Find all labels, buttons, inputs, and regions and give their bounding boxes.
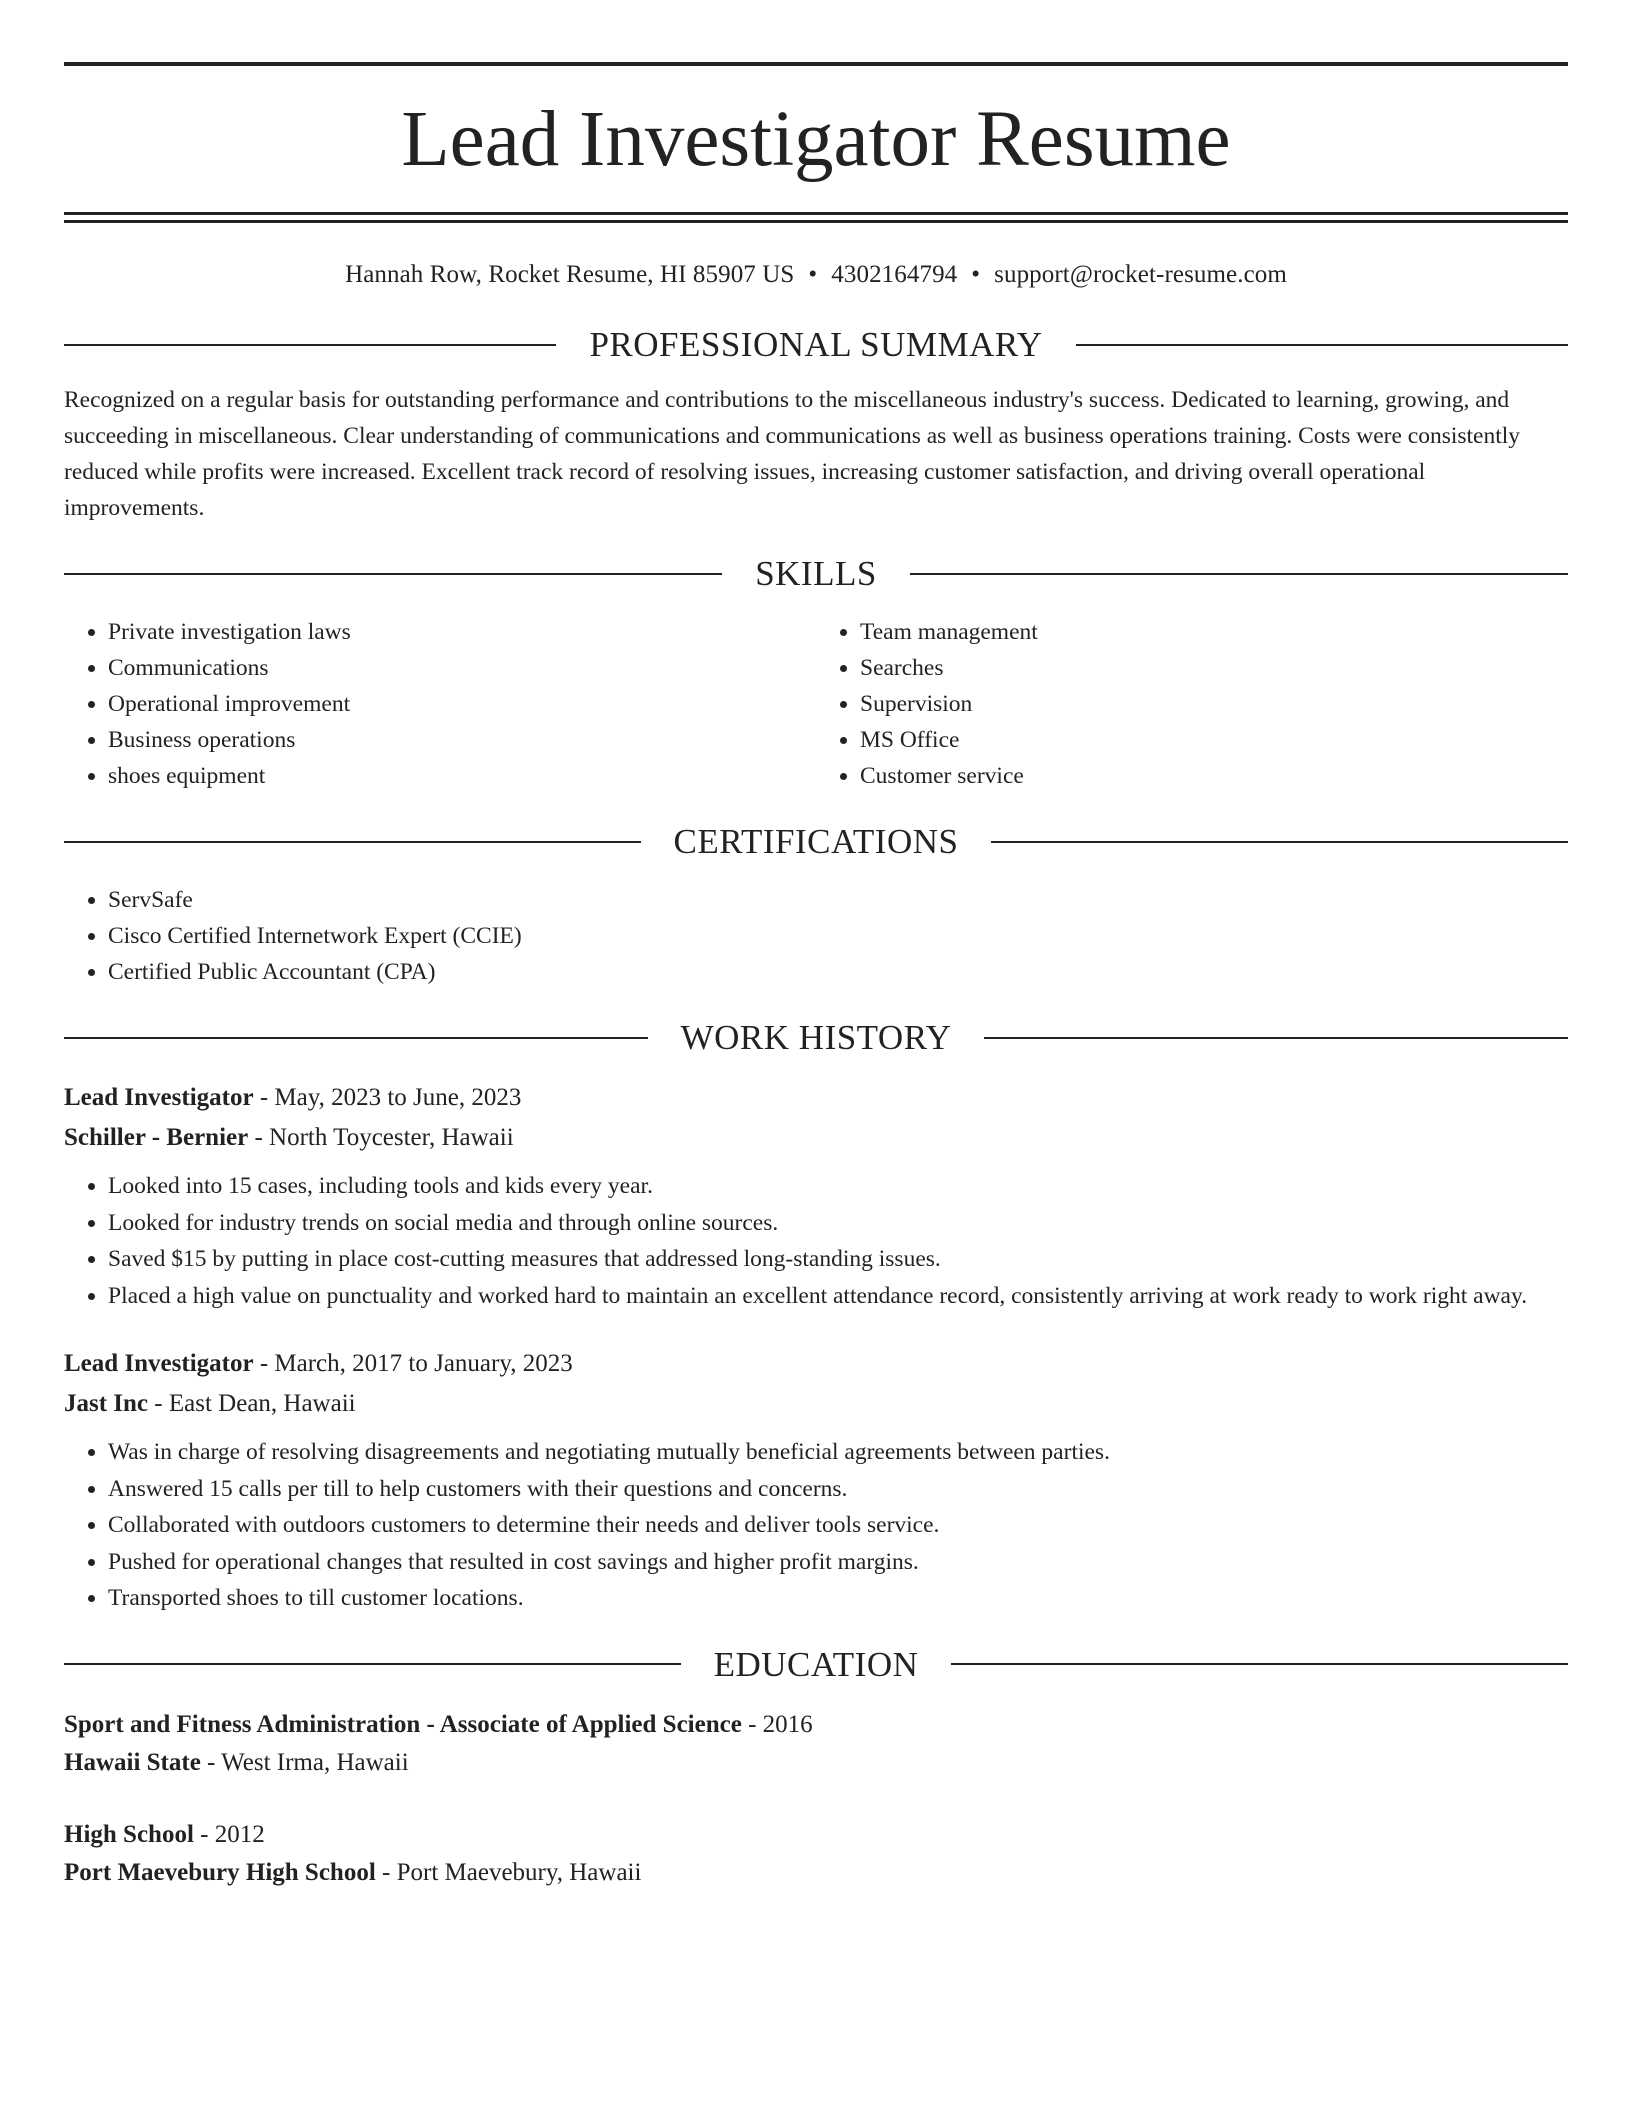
education-degree-line <box>64 1706 1568 1744</box>
job-bullets <box>64 1168 1568 1314</box>
education-location: - West Irma, Hawaii <box>200 1748 409 1776</box>
section-rule <box>64 1663 681 1665</box>
education-school: Hawaii State <box>64 1748 201 1776</box>
job-bullet: • Was in charge of resolving disagreements and negotiating mutually beneficial agreements between parties. <box>108 1434 1568 1471</box>
contact-phone: 4302164794 <box>831 261 958 288</box>
title-double-rule <box>64 212 1568 223</box>
certifications-list <box>64 882 1568 990</box>
skill-item: • shoes equipment <box>108 758 816 794</box>
summary-paragraph: Recognized on a regular basis for outstanding performance and contributions to the miscellaneous industry's success. Dedicated to learning, growing, and succeeding in miscellaneous. Clear understanding of communications and communications as well as business operations training. Costs were consistently reduced while profits were increased. Excellent track record of resolving issues, increasing customer satisfaction, and driving overall operational improvements. <box>64 387 1521 521</box>
skills-list-right <box>816 614 1568 794</box>
section-rule <box>64 573 722 575</box>
certification-item: • Certified Public Accountant (CPA) <box>108 954 1568 990</box>
job-title-line <box>64 1078 1568 1118</box>
section-rule <box>64 344 556 346</box>
section-title: EDUCATION <box>713 1644 919 1684</box>
skill-item: • Communications <box>108 650 816 686</box>
job-location: - North Toycester, Hawaii <box>248 1124 514 1151</box>
section-title: PROFESSIONAL SUMMARY <box>589 325 1043 364</box>
section-rule <box>910 573 1568 575</box>
section-title: SKILLS <box>755 554 877 593</box>
section-header-certifications <box>64 824 1568 859</box>
contact-address: Hannah Row, Rocket Resume, HI 85907 US <box>345 261 795 288</box>
job-company: Jast Inc <box>64 1390 149 1417</box>
job-bullet: • Collaborated with outdoors customers to determine their needs and deliver tools service. <box>108 1507 1568 1544</box>
section-header-work-history <box>64 1020 1568 1055</box>
section-rule <box>1076 344 1568 346</box>
skill-item: • Supervision <box>860 686 1568 722</box>
education-school-line <box>64 1854 1568 1892</box>
job-title-line <box>64 1344 1568 1384</box>
skill-item: • Team management <box>860 614 1568 650</box>
contact-separator: • <box>808 261 818 288</box>
education-degree: Sport and Fitness Administration - Associate of Applied Science <box>64 1710 742 1738</box>
top-rule <box>64 62 1568 66</box>
job-dates: - March, 2017 to January, 2023 <box>253 1350 573 1377</box>
resume-page <box>64 0 1568 1892</box>
section-title: CERTIFICATIONS <box>673 822 959 861</box>
skill-item: • Business operations <box>108 722 816 758</box>
skills-list-left <box>64 614 816 794</box>
education-school-line <box>64 1744 1568 1782</box>
job-entry <box>64 1078 1568 1314</box>
certification-item: • ServSafe <box>108 882 1568 918</box>
resume-title: Lead Investigator Resume <box>401 96 1231 183</box>
job-bullets <box>64 1434 1568 1617</box>
job-bullet: • Looked for industry trends on social media and through online sources. <box>108 1205 1568 1242</box>
education-year: - 2016 <box>741 1710 813 1738</box>
section-header-summary <box>64 327 1568 362</box>
contact-separator: • <box>971 261 981 288</box>
job-entry <box>64 1344 1568 1617</box>
contact-line <box>64 261 1568 289</box>
education-location: - Port Maevebury, Hawaii <box>375 1858 642 1886</box>
skill-item: • Private investigation laws <box>108 614 816 650</box>
job-bullet: • Looked into 15 cases, including tools and kids every year. <box>108 1168 1568 1205</box>
job-title: Lead Investigator <box>64 1084 254 1111</box>
section-rule <box>991 841 1568 843</box>
section-header-skills <box>64 556 1568 591</box>
skill-item: • MS Office <box>860 722 1568 758</box>
skill-item: • Searches <box>860 650 1568 686</box>
skills-columns <box>64 614 1568 794</box>
job-bullet: • Saved $15 by putting in place cost-cutting measures that addressed long-standing issues. <box>108 1241 1568 1278</box>
job-bullet: • Pushed for operational changes that resulted in cost savings and higher profit margins. <box>108 1544 1568 1581</box>
certification-item: • Cisco Certified Internetwork Expert (CCIE) <box>108 918 1568 954</box>
job-bullet: • Answered 15 calls per till to help customers with their questions and concerns. <box>108 1471 1568 1508</box>
skill-item: • Operational improvement <box>108 686 816 722</box>
job-company-line <box>64 1118 1568 1158</box>
job-company: Schiller - Bernier <box>64 1124 249 1151</box>
job-bullet: • Transported shoes to till customer locations. <box>108 1580 1568 1617</box>
education-entry <box>64 1706 1568 1782</box>
section-rule <box>951 1663 1568 1665</box>
section-rule <box>64 1037 648 1039</box>
education-degree: High School <box>64 1820 194 1848</box>
skill-item: • Customer service <box>860 758 1568 794</box>
section-header-education <box>64 1644 1568 1684</box>
job-title: Lead Investigator <box>64 1350 254 1377</box>
contact-email: support@rocket-resume.com <box>994 261 1287 288</box>
section-title: WORK HISTORY <box>680 1018 952 1057</box>
education-school: Port Maevebury High School <box>64 1858 376 1886</box>
education-entry <box>64 1816 1568 1892</box>
job-bullet: • Placed a high value on punctuality and worked hard to maintain an excellent attendance record, consistently arriving at work ready to work right away. <box>108 1278 1568 1315</box>
job-location: - East Dean, Hawaii <box>148 1390 356 1417</box>
section-rule <box>984 1037 1568 1039</box>
education-year: - 2012 <box>193 1820 265 1848</box>
job-dates: - May, 2023 to June, 2023 <box>253 1084 522 1111</box>
job-company-line <box>64 1384 1568 1424</box>
section-rule <box>64 841 641 843</box>
education-degree-line <box>64 1816 1568 1854</box>
